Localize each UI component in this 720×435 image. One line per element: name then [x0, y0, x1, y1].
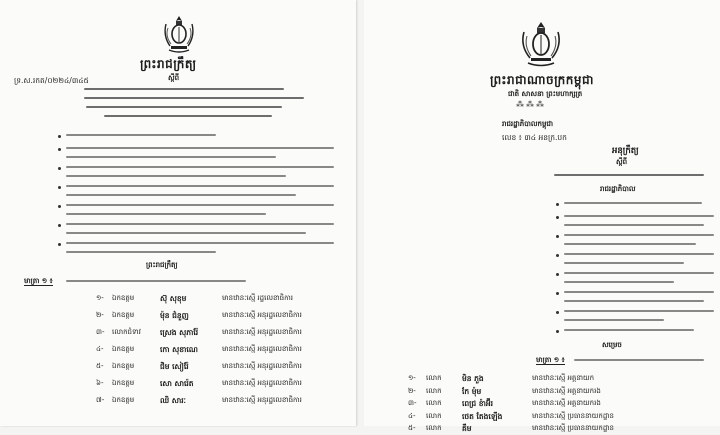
text-line: [564, 262, 684, 264]
bullet: [556, 254, 559, 257]
bullet: [58, 135, 61, 138]
government-office: រាជរដ្ឋាភិបាលកម្ពុជា: [502, 120, 554, 128]
text-line: [574, 359, 704, 361]
text-line: [66, 280, 246, 282]
appointee-number: ៥-: [96, 362, 104, 370]
appointee-name: ជិម សៀរ៉ែ: [160, 362, 189, 371]
document-subtitle: ស្ដីពី: [616, 158, 628, 166]
royal-coat-of-arms-icon: [518, 20, 564, 68]
text-line: [564, 300, 704, 302]
text-line: [84, 97, 304, 99]
text-line: [564, 329, 694, 331]
bullet: [556, 235, 559, 238]
text-line: [564, 202, 702, 204]
appointee-number: ១-: [408, 374, 416, 382]
text-line: [564, 224, 704, 226]
appointee-title: លោក: [426, 374, 442, 382]
decree-title: ព្រះរាជក្រឹត្យ: [140, 57, 197, 71]
bullet: [556, 330, 559, 333]
royal-coat-of-arms-icon: [160, 14, 198, 54]
appointee-number: ៥-: [408, 424, 416, 432]
appointee-title: ឯកឧត្តម: [112, 379, 135, 387]
decides-heading: សម្រេច: [602, 341, 622, 349]
text-line: [564, 310, 714, 312]
ornament-divider: ⁂⁂⁂: [516, 100, 546, 109]
appointee-number: ៣-: [96, 328, 105, 336]
appointee-name: ស៊ុ សុខុម: [160, 294, 187, 303]
decree-section-heading: ព្រះរាជក្រឹត្យ: [146, 261, 178, 269]
appointee-title: ឯកឧត្តម: [112, 396, 135, 404]
text-line: [66, 204, 334, 206]
bullet: [58, 186, 61, 189]
appointee-title: ឯកឧត្តម: [112, 362, 135, 370]
appointee-name: ឈិ សារៈ: [160, 396, 186, 405]
sub-decree-reference-number: លេខ ៖ ៣៤ អនក្រ.បក: [502, 133, 567, 142]
text-line: [564, 243, 696, 245]
bullet: [556, 292, 559, 295]
text-line: [66, 175, 286, 177]
appointee-name: ស្រេង សុភារ៉ែ: [160, 328, 199, 337]
appointee-name: មិន ភួង: [462, 374, 484, 383]
text-line: [84, 88, 284, 90]
appointee-role: មានឋានៈស្មើ រដ្ឋលេខាធិការ: [222, 294, 294, 302]
bullet: [58, 205, 61, 208]
appointee-role: មានឋានៈស្មើ អនុរដ្ឋលេខាធិការ: [222, 328, 302, 336]
bullet: [556, 216, 559, 219]
appointee-role: មានឋានៈស្មើ អគ្គនាយក: [532, 374, 595, 382]
appointee-name: ម៉ុន ជំនួញ: [160, 311, 189, 320]
text-line: [564, 319, 664, 321]
royal-decree-page: [0, 0, 356, 426]
kingdom-title: ព្រះរាជាណាចក្រកម្ពុជា: [490, 73, 594, 87]
text-line: [66, 242, 334, 244]
appointee-role: មានឋានៈស្មើ អនុរដ្ឋលេខាធិការ: [222, 345, 302, 353]
text-line: [564, 234, 714, 236]
appointee-number: ៦-: [96, 379, 104, 387]
text-line: [104, 115, 272, 117]
text-line: [86, 106, 282, 108]
national-motto: ជាតិ សាសនា ព្រះមហាក្សត្រ: [508, 90, 583, 98]
text-line: [564, 215, 714, 217]
bullet: [58, 243, 61, 246]
appointee-title: លោក: [426, 424, 442, 432]
appointee-number: ៧-: [96, 396, 105, 404]
text-line: [66, 134, 216, 136]
text-line: [66, 185, 334, 187]
text-line: [564, 272, 714, 274]
bullet: [556, 311, 559, 314]
appointee-name: ថេត តែងឡើង: [462, 411, 503, 421]
appointee-number: ៣-: [408, 399, 417, 407]
appointee-role: មានឋានៈស្មើ អនុរដ្ឋលេខាធិការ: [222, 362, 302, 370]
appointee-title: ឯកឧត្តម: [112, 345, 135, 353]
appointee-number: ១-: [96, 294, 104, 302]
appointee-title: លោក: [426, 399, 442, 407]
appointee-name: កោ សុខាណេ: [160, 345, 198, 354]
appointee-name: សោ សារ៉េត: [160, 379, 194, 388]
appointee-role: មានឋានៈស្មើ អគ្គនាយករង: [532, 386, 601, 395]
appointee-name: ពេជ្រ ខ៉ាអ៊ីរ: [462, 399, 494, 408]
text-line: [66, 213, 266, 215]
text-line: [564, 281, 674, 283]
appointee-title: លោក: [426, 411, 442, 420]
appointee-role: មានឋានៈស្មើ ប្រធាននាយកដ្ឋាន: [532, 424, 614, 432]
appointee-number: ៤-: [96, 345, 104, 353]
decree-subtitle: ស្ដីពី: [168, 74, 180, 82]
bullet: [556, 203, 559, 206]
appointee-title: ឯកឧត្តម: [112, 311, 135, 319]
appointee-name: គឹម: [462, 424, 472, 433]
text-line: [66, 166, 334, 168]
text-line: [564, 291, 714, 293]
bullet: [58, 148, 61, 151]
appointee-role: មានឋានៈស្មើ អនុរដ្ឋលេខាធិការ: [222, 396, 302, 404]
text-line: [66, 223, 334, 225]
text-line: [66, 156, 276, 158]
article-1-label: មាត្រា ១ ៖: [536, 356, 565, 364]
text-line: [564, 253, 714, 255]
appointee-name: កែ ម៉ុម: [462, 386, 482, 396]
text-line: [66, 147, 334, 149]
appointee-role: មានឋានៈស្មើ អនុរដ្ឋលេខាធិការ: [222, 379, 302, 387]
text-line: [66, 251, 216, 253]
appointee-title: លោក: [426, 386, 442, 395]
decree-reference-number: ទ្រ.ស.រកត/០២២៤/៣៤៥: [14, 76, 89, 85]
text-line: [66, 194, 296, 196]
appointee-number: ២-: [96, 311, 104, 319]
government-heading: រាជរដ្ឋាភិបាល: [600, 185, 636, 193]
bullet: [556, 273, 559, 276]
appointee-role: មានឋានៈស្មើ អនុរដ្ឋលេខាធិការ: [222, 311, 302, 319]
document-type: អនុក្រឹត្យ: [612, 146, 639, 156]
text-line: [66, 232, 306, 234]
text-line: [554, 174, 704, 176]
bullet: [58, 167, 61, 170]
appointee-number: ៤-: [408, 411, 416, 420]
appointee-title: ឯកឧត្តម: [112, 294, 135, 302]
appointee-number: ២-: [408, 386, 416, 395]
appointee-title: លោកជំទាវ: [112, 328, 141, 336]
sub-decree-page: [364, 0, 720, 433]
appointee-role: មានឋានៈស្មើ អគ្គនាយករង: [532, 399, 601, 407]
bullet: [58, 224, 61, 227]
appointee-role: មានឋានៈស្មើ ប្រធាននាយកដ្ឋាន: [532, 411, 614, 420]
article-1-label: មាត្រា ១ ៖: [24, 277, 53, 285]
